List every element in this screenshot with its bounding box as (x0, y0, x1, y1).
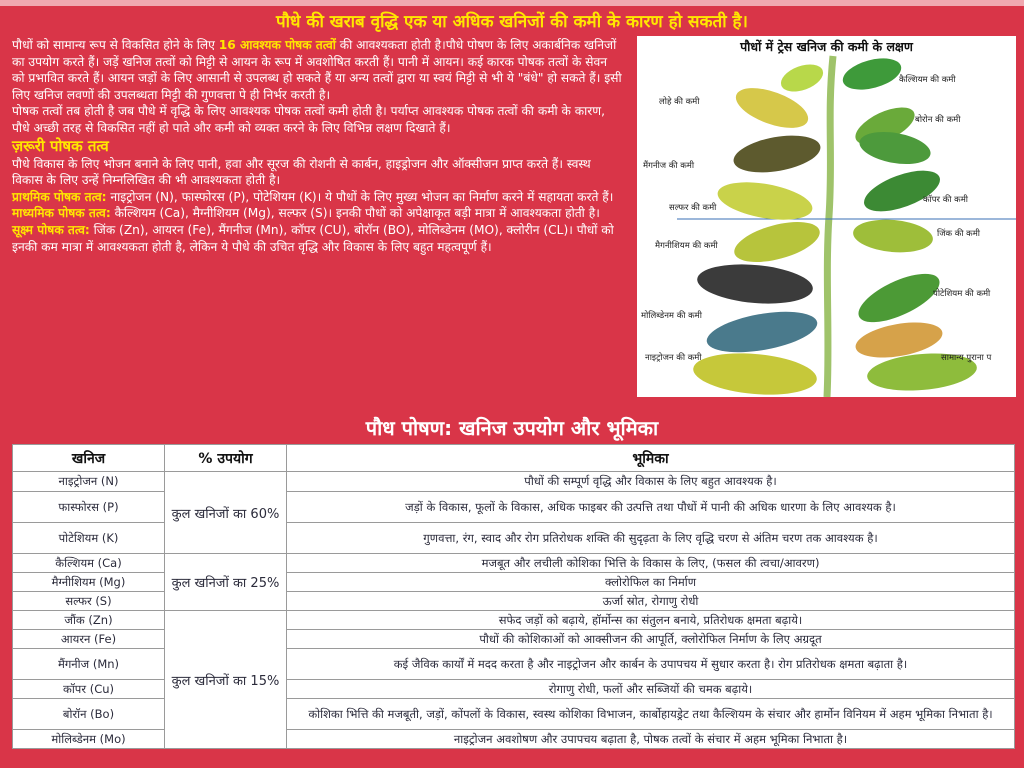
leaf-label: सामान्य पुराना प (941, 353, 992, 363)
table-header-row (13, 445, 1015, 472)
header-usage: % उपयोग (165, 445, 287, 472)
table-row (13, 611, 1015, 630)
plant-deficiency-panel (637, 36, 1016, 397)
secondary-label: माध्यमिक पोषक तत्व: (12, 206, 111, 221)
top-stripe (0, 0, 1024, 6)
role-cell: कई जैविक कार्यों में मदद करता है और नाइट्रोजन और कार्बन के उपापचय में सुधार करता है। रोग प्रतिरोधक क्षमता बढ़ाता है। (287, 649, 1015, 680)
role-cell: कोशिका भित्ति की मजबूती, जड़ों, कोंपलों के विकास, स्वस्थ कोशिका विभाजन, कार्बोहायड्रेट तथा कैल्शियम के संचार और हार्मोन विनियम में अहम भूमिका निभाता है। (287, 699, 1015, 730)
leaf-label: सल्फर की कमी (669, 203, 717, 213)
leaf-label: जिंक की कमी (937, 229, 980, 239)
mineral-cell: मैग्नीशियम (Mg) (13, 573, 165, 592)
leaf-label: मोलिब्डेनम की कमी (641, 311, 702, 321)
usage-cell: कुल खनिजों का 15% (165, 611, 287, 749)
table-row (13, 492, 1015, 523)
primary-nutrients (12, 189, 622, 206)
mineral-cell: मोलिब्डेनम (Mo) (13, 730, 165, 749)
primary-text: नाइट्रोजन (N), फास्फोरस (P), पोटेशियम (K)। ये पौधों के लिए मुख्य भोजन का निर्माण करने में सहायता करते हैं। (106, 189, 614, 204)
mineral-cell: जौंक (Zn) (13, 611, 165, 630)
header-mineral: खनिज (13, 445, 165, 472)
mineral-cell: आयरन (Fe) (13, 630, 165, 649)
micro-text: जिंक (Zn), आयरन (Fe), मैंगनीज (Mn), कॉपर (CU), बोरॉन (BO), मोलिब्डेनम (MO), क्लोरीन (CL)। पौधों को इनकी कम मात्रा में आवश्यकता होती है, लेकिन ये पौधे की उचित वृद्धि और विकास के लिए बहुत महत्वपूर्ण हैं। (12, 222, 614, 254)
mineral-cell: बोरॉन (Bo) (13, 699, 165, 730)
leaf-label: लोहे की कमी (659, 97, 700, 107)
table-row (13, 730, 1015, 749)
plant-panel-title: पौधों में ट्रेस खनिज की कमी के लक्षण (740, 39, 913, 54)
mineral-cell: कैल्शियम (Ca) (13, 554, 165, 573)
secondary-text: कैल्शियम (Ca), मैग्नीशियम (Mg), सल्फर (S)। इनकी पौधों को अपेक्षाकृत बड़ी मात्रा में आवश्यकता होती है। (110, 206, 600, 221)
role-cell: रोगाणु रोधी, फलों और सब्जियों की चमक बढ़ाये। (287, 680, 1015, 699)
intro-paragraph-1 (12, 37, 622, 103)
mineral-cell: फास्फोरस (P) (13, 492, 165, 523)
intro-p1-pre: पौधों को सामान्य रूप से विकसित होने के लिए (12, 38, 219, 52)
leaf-label: कॉपर की कमी (923, 195, 968, 205)
secondary-nutrients (12, 205, 622, 222)
role-cell: सफेद जड़ों को बढ़ाये, हॉर्मोन्स का संतुलन बनाये, प्रतिरोधक क्षमता बढ़ाये। (287, 611, 1015, 630)
role-cell: मजबूत और लचीली कोशिका भित्ति के विकास के लिए, (फसल की त्वचा/आवरण) (287, 554, 1015, 573)
leaf-label: कैल्शियम की कमी (899, 75, 956, 85)
intro-paragraph-3: पौधे विकास के लिए भोजन बनाने के लिए पानी, हवा और सूरज की रोशनी से कार्बन, हाइड्रोजन और ऑक्सीजन प्राप्त करते हैं। स्वस्थ विकास के लिए उन्हें निम्नलिखित की भी आवश्यकता होती है। (12, 156, 591, 188)
leaf-label: पोटेशियम की कमी (933, 289, 991, 299)
plant-illustration (637, 36, 1016, 397)
table-row (13, 573, 1015, 592)
micro-label: सूक्ष्म पोषक तत्व: (12, 222, 90, 237)
table-row (13, 472, 1015, 492)
table-row (13, 592, 1015, 611)
table-row (13, 680, 1015, 699)
leaf-label: मैगनीशियम की कमी (655, 241, 718, 251)
role-cell: क्लोरोफिल का निर्माण (287, 573, 1015, 592)
mineral-cell: मैंगनीज (Mn) (13, 649, 165, 680)
leaf-label: बोरोन की कमी (915, 115, 961, 125)
usage-cell: कुल खनिजों का 25% (165, 554, 287, 611)
essential-heading: ज़रूरी पोषक तत्व (12, 136, 109, 155)
nutrition-table (12, 444, 1015, 749)
table-title: पौध पोषण: खनिज उपयोग और भूमिका (365, 416, 659, 440)
table-row (13, 523, 1015, 554)
intro-paragraph-2: पोषक तत्वों तब होती है जब पौधे में वृद्धि के लिए आवश्यक पोषक तत्वों कमी होती है। पर्याप्त आवश्यक पोषक तत्वों की कमी के कारण, पौधे अच्छी तरह से विकसित नहीं हो पाते और कमी को व्यक्त करने के लिए विभिन्न लक्षण दिखाते हैं। (12, 104, 605, 135)
intro-p1-highlight: 16 आवश्यक पोषक तत्वों (218, 38, 336, 52)
mineral-cell: कॉपर (Cu) (13, 680, 165, 699)
usage-cell: कुल खनिजों का 60% (165, 472, 287, 554)
micro-nutrients (12, 222, 622, 255)
intro-p1-post: की आवश्यकता होती है।पौधे पोषण के लिए अकार्बनिक खनिजों का उपयोग करते हैं। जड़ें खनिज तत्वों को मिट्टी से आयन के रूप में अवशोषित करती हैं। पानी में आयन। कई कारक पोषक तत्वों के सेवन को प्रभावित करते हैं। आयन जड़ों के लिए आसानी से उपलब्ध हो सकते हैं या अन्य तत्वों द्वारा या स्वयं मिट्टी से भी ये "बंधे" हो सकते हैं। इसी लिए खनिज लवणों की उपलब्धता मिट्टी की गुणवत्ता पे ही निर्भर करती है। (12, 38, 622, 102)
header-role: भूमिका (287, 445, 1015, 472)
table-row (13, 699, 1015, 730)
mineral-cell: पोटेशियम (K) (13, 523, 165, 554)
table-row (13, 649, 1015, 680)
role-cell: गुणवत्ता, रंग, स्वाद और रोग प्रतिरोधक शक्ति की सुदृढ़ता के लिए वृद्धि चरण से अंतिम चरण तक आवश्यक है। (287, 523, 1015, 554)
leaf-label: मैंगनीज की कमी (643, 161, 695, 171)
leaf-label: नाइट्रोजन की कमी (645, 353, 702, 363)
mineral-cell: नाइट्रोजन (N) (13, 472, 165, 492)
role-cell: जड़ों के विकास, फूलों के विकास, अधिक फाइबर की उत्पत्ति तथा पौधों में पानी की अधिक धारणा के लिए आवश्यक है। (287, 492, 1015, 523)
role-cell: पौधों की कोशिकाओं को आक्सीजन की आपूर्ति, क्लोरोफिल निर्माण के लिए अग्रदूत (287, 630, 1015, 649)
intro-text (12, 37, 622, 255)
primary-label: प्राथमिक पोषक तत्व: (12, 189, 107, 204)
page-title: पौधे की खराब वृद्धि एक या अधिक खनिजों की कमी के कारण हो सकती है। (275, 12, 748, 32)
role-cell: पौधों की सम्पूर्ण वृद्धि और विकास के लिए बहुत आवश्यक है। (287, 472, 1015, 492)
table-row (13, 630, 1015, 649)
mineral-cell: सल्फर (S) (13, 592, 165, 611)
role-cell: नाइट्रोजन अवशोषण और उपापचय बढ़ाता है, पोषक तत्वों के संचार में अहम भूमिका निभाता है। (287, 730, 1015, 749)
table-row (13, 554, 1015, 573)
role-cell: ऊर्जा स्रोत, रोगाणु रोधी (287, 592, 1015, 611)
